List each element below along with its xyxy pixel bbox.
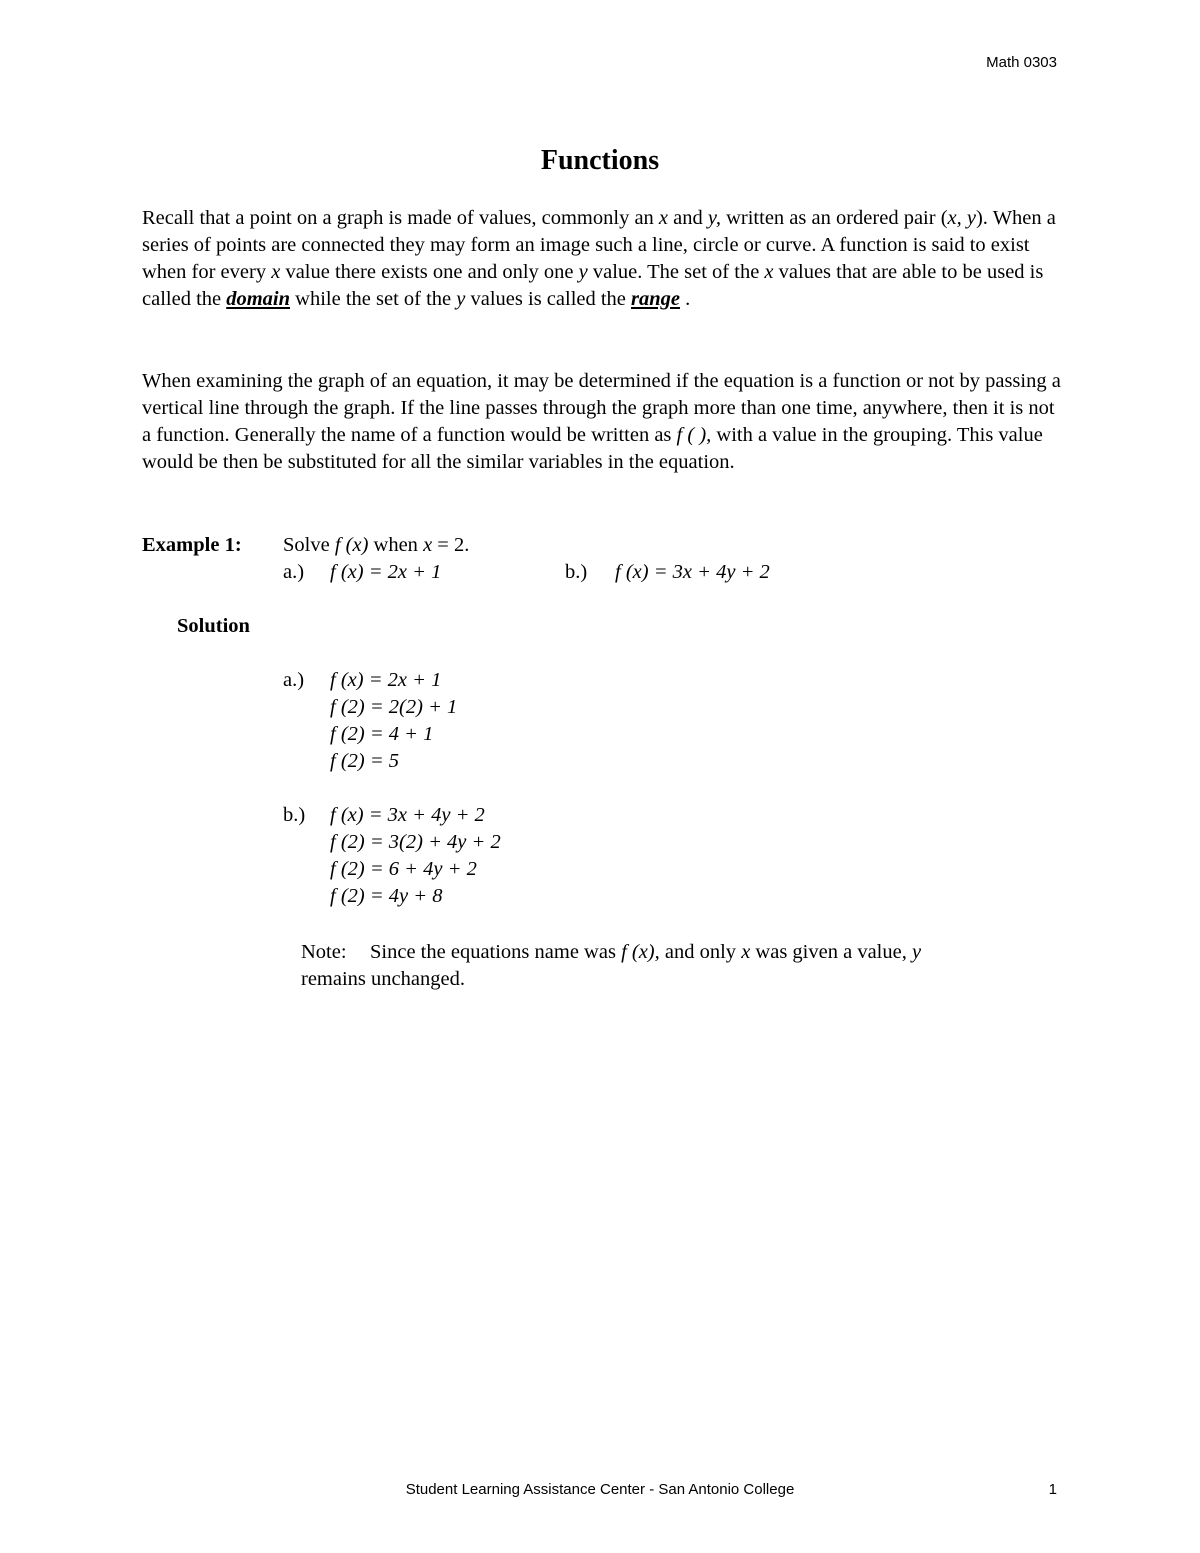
var-x: x (271, 261, 281, 283)
var-y: y (911, 941, 922, 963)
solution-a-step: f (2) = 2(2) + 1 (330, 696, 458, 718)
text: ). When a series of points are connected they may form an image such a line, circle or curve. A function is said to exist when for every (142, 207, 1056, 283)
function-notation: f (x), (621, 941, 660, 963)
var-x: x (658, 207, 669, 229)
vertical-line-test-paragraph (142, 368, 1062, 476)
solution-b-step: f (2) = 3(2) + 4y + 2 (330, 831, 501, 853)
solution-b-step: f (x) = 3x + 4y + 2 (330, 804, 485, 826)
text: Recall that a point on a graph is made of values, commonly an (142, 207, 659, 229)
solution-b-step: f (2) = 6 + 4y + 2 (330, 858, 477, 880)
var-x: x (423, 534, 433, 556)
example-label: Example 1: (142, 534, 242, 556)
note-label: Note: (301, 941, 347, 963)
var-y: y (578, 261, 588, 283)
footer-institution: Student Learning Assistance Center - San Antonio College (405, 1481, 795, 1498)
text: while the set of the (290, 288, 457, 310)
text: was given a value, (750, 941, 912, 963)
function-notation: f (x) (334, 534, 369, 556)
term-domain: domain (226, 288, 291, 310)
example-prompt (283, 532, 469, 559)
intro-paragraph (142, 205, 1062, 313)
example-a-label: a.) (283, 561, 305, 583)
note-text (370, 939, 921, 966)
text: and only (659, 941, 742, 963)
function-notation: f ( ), (676, 424, 712, 446)
var-x: x (741, 941, 751, 963)
text: values that are able to be used is called the (142, 261, 1044, 310)
solution-a-step: f (2) = 5 (330, 750, 400, 772)
solution-b-label: b.) (283, 804, 306, 826)
text: and (668, 207, 708, 229)
solution-a-step: f (2) = 4 + 1 (330, 723, 434, 745)
text: with a value in the grouping. This value would be then be substituted for all the similar variables in the equation. (142, 424, 1043, 473)
text: Solve (283, 534, 335, 556)
text: values is called the (465, 288, 632, 310)
term-range: range (631, 288, 681, 310)
solution-a-step: f (x) = 2x + 1 (330, 669, 442, 691)
text: = 2. (432, 534, 470, 556)
example-b-equation: f (x) = 3x + 4y + 2 (615, 561, 770, 583)
example-b-label: b.) (565, 561, 588, 583)
solution-a-label: a.) (283, 669, 305, 691)
text: when (368, 534, 424, 556)
text: value. The set of the (587, 261, 765, 283)
text: When examining the graph of an equation, it may be determined if the equation is a function or not by passing a vertical line through the graph. If the line passes through the graph more than one time, anywhere, then it is not a function. Generally the name of a function would be written as (142, 370, 1061, 446)
text: Since the equations name was (370, 941, 622, 963)
page-title: Functions (540, 145, 660, 176)
var-y: y, (707, 207, 721, 229)
example-a-equation: f (x) = 2x + 1 (330, 561, 442, 583)
var-y: y (456, 288, 466, 310)
text: . (680, 288, 691, 310)
note-text-continued: remains unchanged. (301, 968, 465, 990)
solution-heading: Solution (177, 615, 250, 637)
solution-b-step: f (2) = 4y + 8 (330, 885, 443, 907)
text: written as an ordered pair ( (720, 207, 948, 229)
ordered-pair: x, y (947, 207, 976, 229)
text: value there exists one and only one (280, 261, 579, 283)
course-header: Math 0303 (986, 54, 1057, 71)
var-x: x (764, 261, 774, 283)
page-number: 1 (1048, 1481, 1057, 1498)
